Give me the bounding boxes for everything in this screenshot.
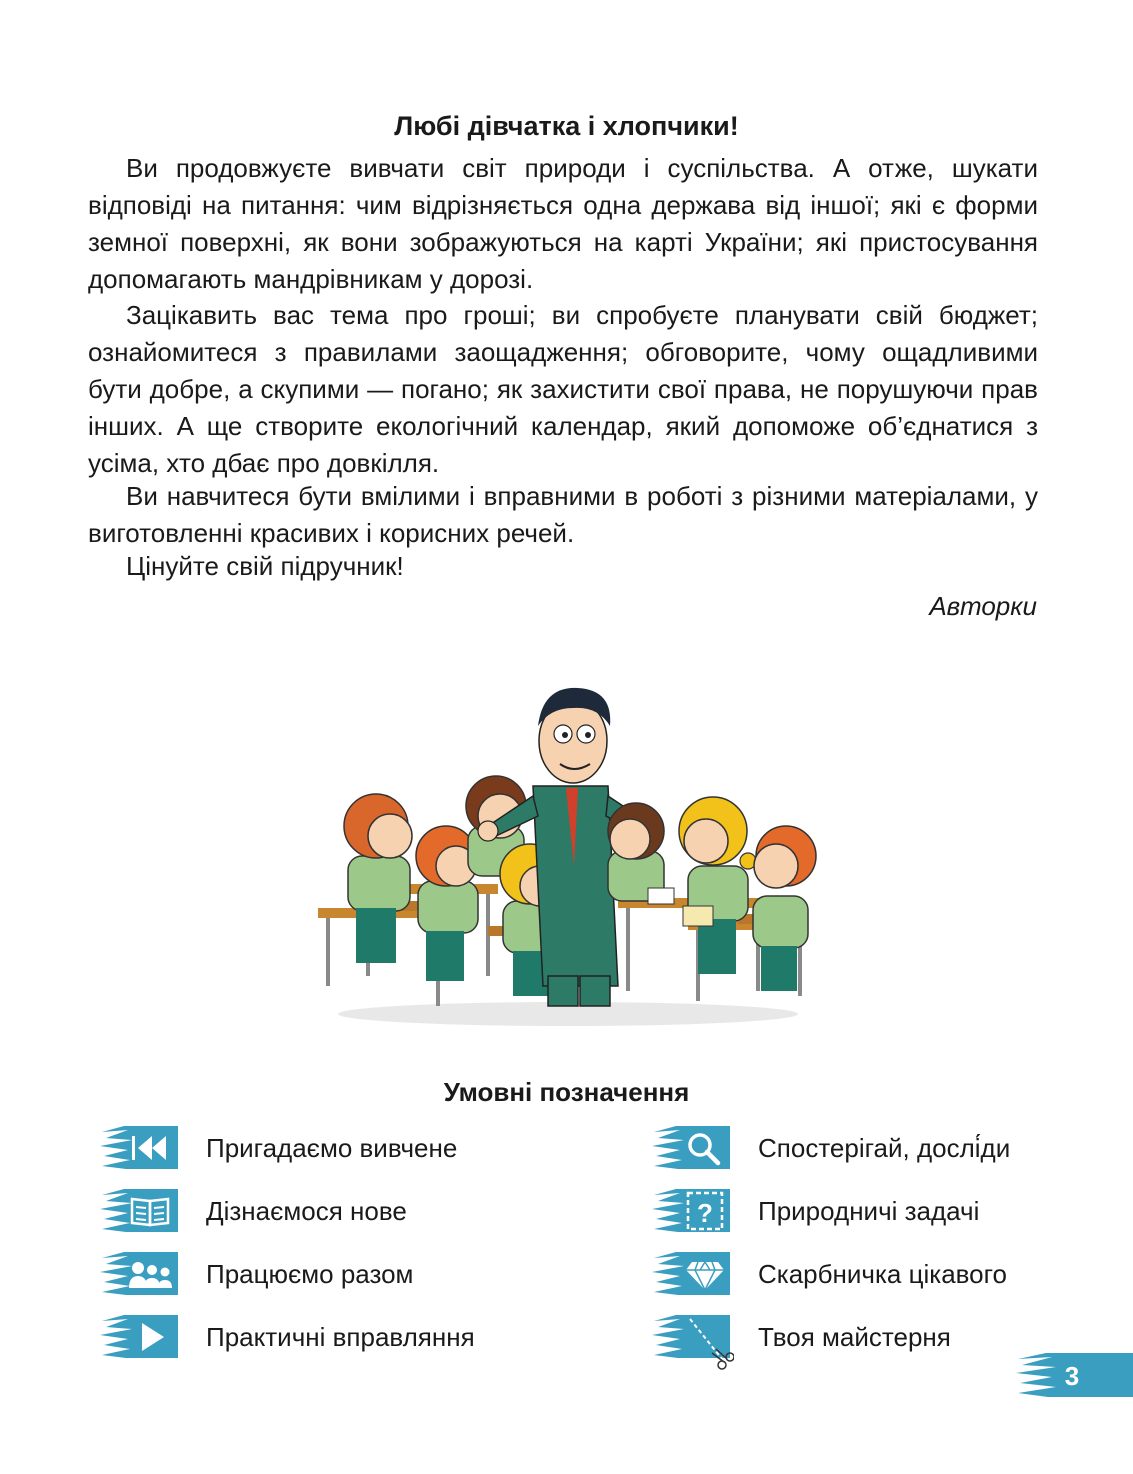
teacher-with-students-illustration — [318, 676, 818, 1031]
legend-label-observe: Спостерігай, дослі́ди — [758, 1133, 1011, 1163]
intro-paragraph-1: Ви продовжуєте вивчати світ природи і суспільства. А отже, шукати відповіді на питання: чим відрізняється одна держава від іншої; які є форми земної поверхні, як вони зображуються на карті України; які пристосування допомагають мандрівникам у дорозі. — [88, 153, 1038, 294]
svg-text:?: ? — [697, 1198, 713, 1228]
legend-label-remember: Пригадаємо вивчене — [206, 1133, 458, 1163]
play-icon — [98, 1313, 178, 1363]
diamond-icon — [650, 1250, 730, 1300]
question-box-icon — [650, 1187, 730, 1237]
authors-signature: Авторки — [929, 591, 1037, 621]
intro-paragraph-2: Зацікавить вас тема про гроші; ви спробуєте планувати свій бюджет; ознайомитеся з правилами заощадження; обговорите, чому ощадливими бути добре, а скупими — погано; як захистити свої права, не порушуючи прав інших. А ще створите екологічний календар, який допоможе об’єднатися з усіма, хто дбає про довкілля. — [88, 300, 1038, 478]
legend-item-workshop — [650, 1313, 1050, 1375]
open-book-icon — [98, 1187, 178, 1237]
legend-item-observe — [650, 1124, 1050, 1174]
intro-heading: Любі дівчатка і хлопчики! — [394, 111, 739, 141]
legend-label-practice: Практичні вправляння — [206, 1322, 475, 1352]
legend-label-learn-new: Дізнаємося нове — [206, 1196, 407, 1226]
intro-paragraph-4: Цінуйте свій підручник! — [126, 551, 404, 581]
legend-label-treasury: Скарбничка цікавого — [758, 1259, 1008, 1289]
legend-item-treasury — [650, 1250, 1050, 1300]
legend-item-teamwork — [98, 1250, 518, 1300]
page-number: 3 — [1064, 1361, 1080, 1391]
legend-item-remember — [98, 1124, 518, 1174]
intro-paragraph-3: Ви навчитеся бути вмілими і вправними в роботі з різними матеріалами, у виготовленні красивих і корисних речей. — [88, 481, 1038, 548]
legend-item-practice — [98, 1313, 518, 1363]
legend-label-workshop: Твоя майстерня — [758, 1322, 951, 1352]
legend-item-learn-new — [98, 1187, 518, 1237]
magnifier-icon — [650, 1124, 730, 1174]
scissors-icon — [650, 1313, 734, 1375]
legend-label-nature-tasks: Природничі задачі — [758, 1196, 980, 1226]
legend-label-teamwork: Працюємо разом — [206, 1259, 414, 1289]
group-icon — [98, 1250, 178, 1300]
legend-title: Умовні позначення — [443, 1077, 690, 1107]
rewind-icon — [98, 1124, 178, 1174]
legend-item-nature-tasks — [650, 1187, 1050, 1237]
